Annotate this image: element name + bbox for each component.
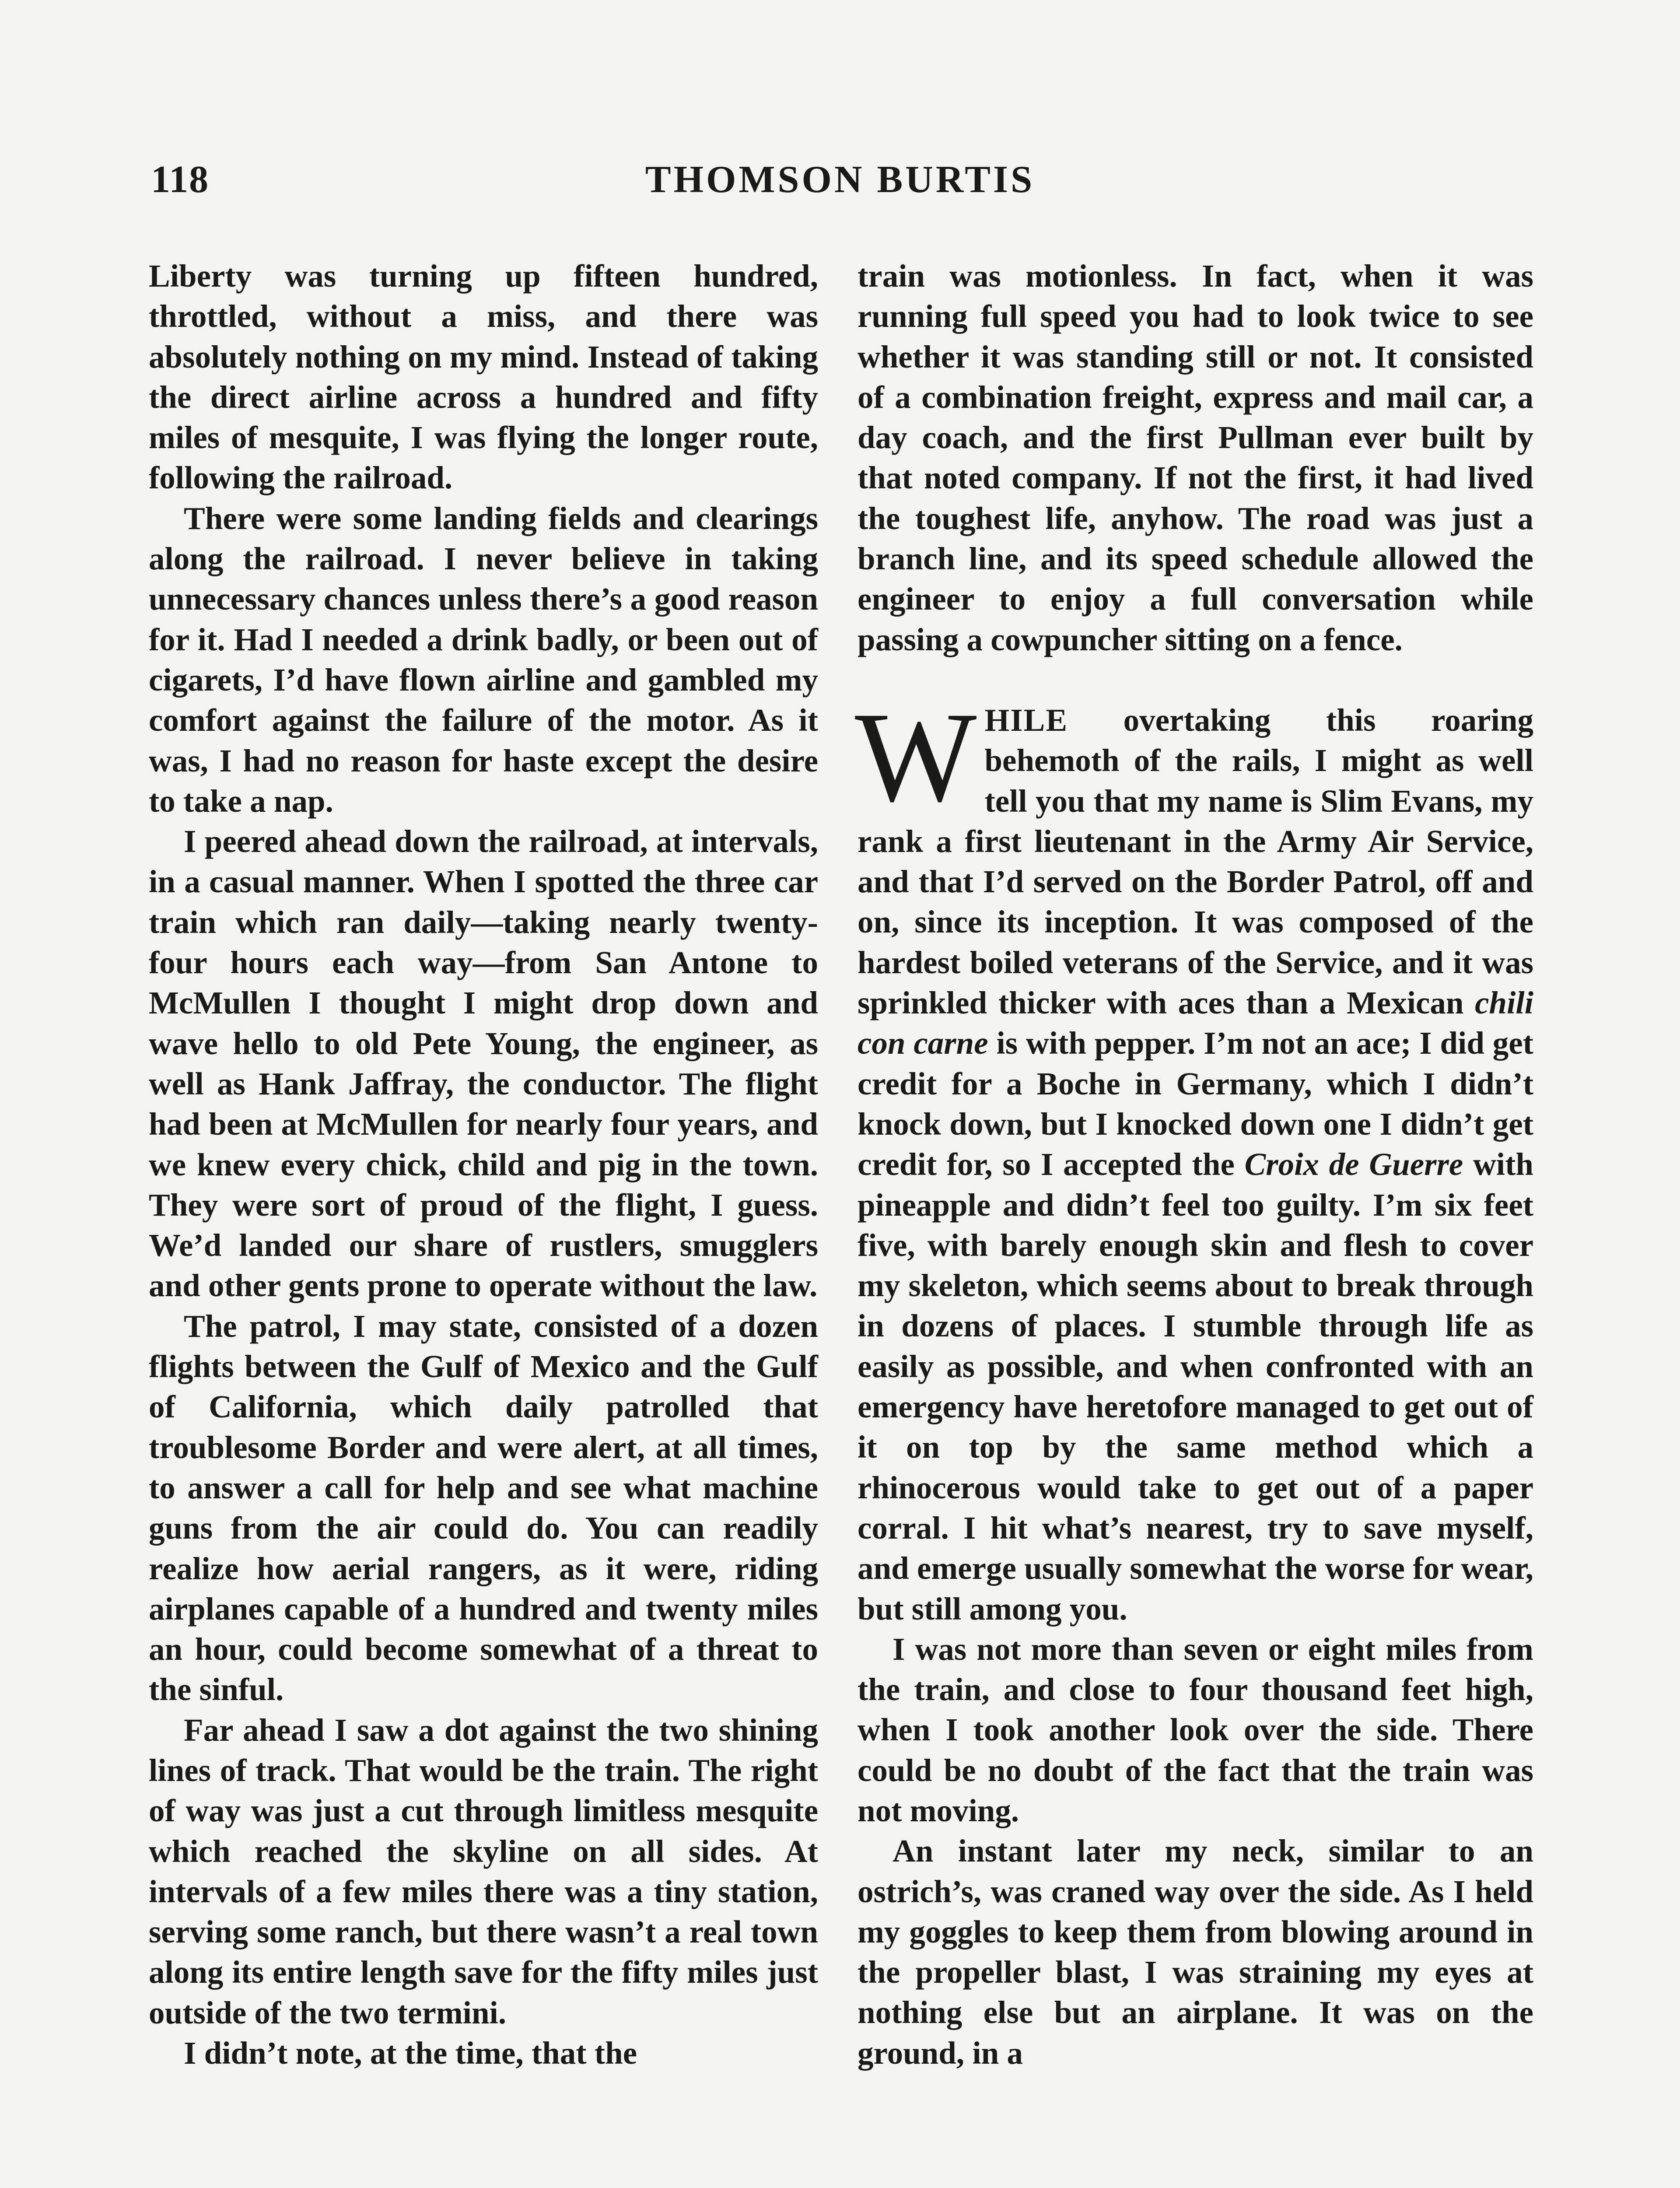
text-run: with pineapple and didn’t feel too guilty. I’m six feet five, with barely enough skin and flesh to cover my skeleton, which seems about to break through in dozens of places. I stumble through life as easily as possible, and when confronted with an emergency have heretofore managed to get out of it on top by the same method which a rhinocerous would take to get out of a paper corral. I hit what’s nearest, try to save myself, and emerge usually somewhat the worse for wear, but still among you. [858, 1147, 1533, 1627]
italic-text: chili con carne [858, 985, 1533, 1061]
page-number: 118 [151, 158, 210, 201]
paragraph: There were some landing fields and clearings along the railroad. I never believe in taking unnecessary chances unless there’s a good reason for it. Had I needed a drink badly, or been out of cigarets, I’d have flown airline and gambled my comfort against the failure of the motor. As it was, I had no reason for haste except the desire to take a nap. [149, 500, 818, 819]
running-head: THOMSON BURTIS [645, 158, 1035, 201]
paragraph: I didn’t note, at the time, that the [184, 2035, 637, 2071]
paragraph: I was not more than seven or eight miles from the train, and close to four thousand feet high, when I took another look over the side. There could be no doubt of the fact that the train was not moving. [858, 1631, 1533, 1828]
paragraph: train was motionless. In fact, when it was running full speed you had to look twice to see whether it was standing still or not. It consisted of a combination freight, express and mail car, a day coach, and the first Pullman ever built by that noted company. If not the first, it had lived the toughest life, anyhow. The road was just a branch line, and its speed schedule allowed the engineer to enjoy a full conversation while passing a cowpuncher sitting on a fence. [858, 258, 1533, 657]
paragraph: Far ahead I saw a dot against the two shining lines of track. That would be the train. The right of way was just a cut through limitless mesquite which reached the skyline on all sides. At intervals of a few miles there was a tiny station, serving some ranch, but there wasn’t a real town along its entire length save for the fifty miles just outside of the two termini. [149, 1712, 818, 2030]
paragraph: I peered ahead down the railroad, at intervals, in a casual manner. When I spotted the three car train which ran daily—taking nearly twenty-four hours each way—from San Antone to McMullen I thought I might drop down and wave hello to old Pete Young, the engineer, as well as Hank Jaffray, the conductor. The flight had been at McMullen for nearly four years, and we knew every chick, child and pig in the town. They were sort of proud of the flight, I guess. We’d landed our share of rustlers, smugglers and other gents prone to operate without the law. [149, 824, 818, 1304]
drop-cap: W [855, 685, 977, 828]
text-run: is with pepper. I’m not an ace; I did get credit for a Boche in Germany, which I didn’t knock down, but I knocked down one I didn’t get credit for, so I accepted the [858, 1025, 1533, 1182]
paragraph: Liberty was turning up fifteen hundred, throttled, without a miss, and there was absolutely nothing on my mind. Instead of taking the direct airline across a hundred and fifty miles of mesquite, I was flying the longer route, following the railroad. [149, 258, 818, 496]
left-column [149, 256, 818, 2073]
lead-in-caps: HILE [984, 702, 1068, 738]
paragraph: The patrol, I may state, consisted of a dozen flights between the Gulf of Mexico and the Gulf of California, which daily patrolled that troublesome Border and were alert, at all times, to answer a call for help and see what machine guns from the air could do. You can readily realize how aerial rangers, as it were, riding airplanes capable of a hundred and twenty miles an hour, could become somewhat of a threat to the sinful. [149, 1308, 818, 1708]
text-run: overtaking this roaring behemoth of the rails, I might as well tell you that my name is Slim Evans, my rank a first lieutenant in the Army Air Service, and that I’d served on the Border Patrol, off and on, since its inception. It was composed of the hardest boiled veterans of the Service, and it was sprinkled thicker with aces than a Mexican [858, 702, 1533, 1021]
right-column [855, 256, 1533, 2073]
paragraph-dropcap [855, 685, 1533, 1629]
paragraph: An instant later my neck, similar to an ostrich’s, was craned way over the side. As I held my goggles to keep them from blowing around in the propeller blast, I was straining my eyes at nothing else but an airplane. It was on the ground, in a [858, 1833, 1533, 2071]
page-header [0, 158, 1680, 219]
italic-text: Croix de Guerre [1244, 1147, 1463, 1182]
